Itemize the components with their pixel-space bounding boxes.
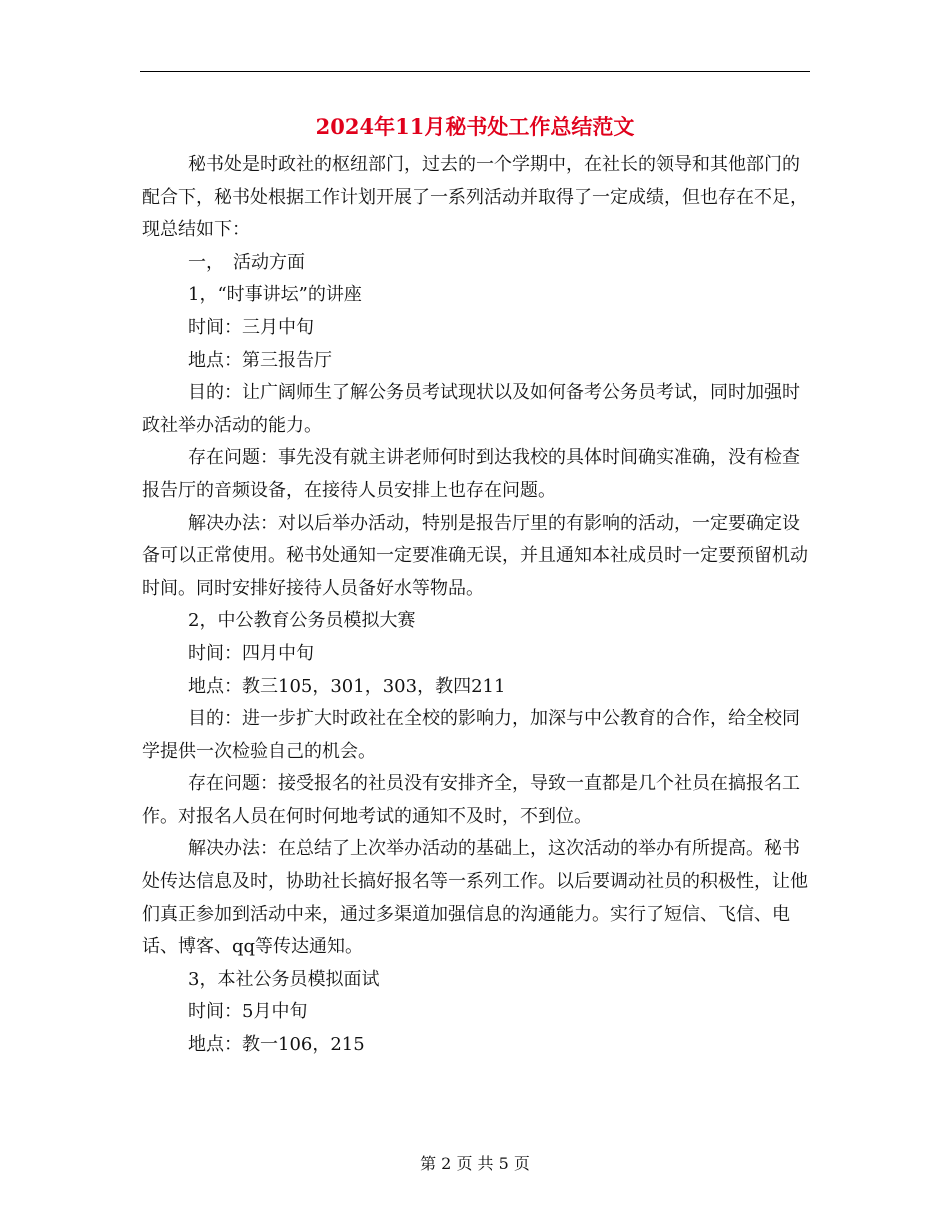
- activity-1-problems: 存在问题：事先没有就主讲老师何时到达我校的具体时间确实准确，没有检查报告厅的音频设备，在接待人员安排上也存在问题。: [142, 447, 800, 501]
- section-heading-activities: 一， 活动方面: [188, 251, 305, 273]
- activity-3-location: 地点：教一106，215: [188, 1034, 365, 1056]
- activity-2-problems: 存在问题：接受报名的社员没有安排齐全，导致一直都是几个社员在搞报名工作。对报名人员在何时何地考试的通知不及时，不到位。: [142, 773, 800, 827]
- header-rule: [140, 71, 810, 72]
- activity-2-time: 时间：四月中旬: [188, 642, 314, 664]
- activity-1-time: 时间：三月中旬: [188, 316, 314, 338]
- activity-2-location: 地点：教三105，301，303，教四211: [188, 675, 506, 697]
- page-number-footer: 第 2 页 共 5 页: [420, 1154, 530, 1173]
- intro-paragraph: 秘书处是时政社的枢纽部门，过去的一个学期中，在社长的领导和其他部门的配合下，秘书处根据工作计划开展了一系列活动并取得了一定成绩，但也存在不足，现总结如下：: [142, 154, 808, 241]
- activity-1-location: 地点：第三报告厅: [188, 349, 332, 371]
- activity-3-heading: 3，本社公务员模拟面试: [188, 968, 380, 990]
- activity-1-heading: 1，“时事讲坛”的讲座: [188, 284, 362, 306]
- activity-2-purpose: 目的：进一步扩大时政社在全校的影响力，加深与中公教育的合作，给全校同学提供一次检验自己的机会。: [142, 708, 800, 762]
- document-title: 2024年11月秘书处工作总结范文: [315, 114, 635, 139]
- activity-1-purpose: 目的：让广阔师生了解公务员考试现状以及如何备考公务员考试，同时加强时政社举办活动的能力。: [142, 382, 800, 436]
- activity-3-time: 时间：5月中旬: [188, 1001, 308, 1023]
- document-body: [142, 149, 810, 1062]
- activity-2-heading: 2，中公教育公务员模拟大赛: [188, 610, 416, 632]
- activity-2-solutions: 解决办法：在总结了上次举办活动的基础上，这次活动的举办有所提高。秘书处传达信息及时，协助社长搞好报名等一系列工作。以后要调动社员的积极性，让他们真正参加到活动中来，通过多渠道加强信息的沟通能力。实行了短信、飞信、电话、博客、qq等传达通知。: [142, 838, 808, 958]
- activity-1-solutions: 解决办法：对以后举办活动，特别是报告厅里的有影响的活动，一定要确定设备可以正常使用。秘书处通知一定要准确无误，并且通知本社成员时一定要预留机动时间。同时安排好接待人员备好水等物品。: [142, 512, 808, 599]
